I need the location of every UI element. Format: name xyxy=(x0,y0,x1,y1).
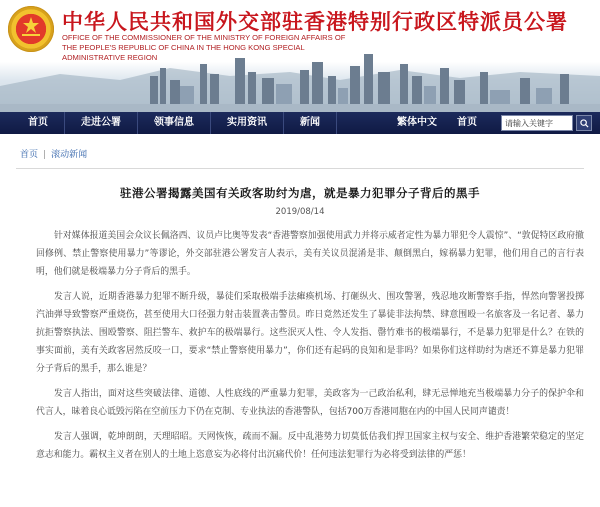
article-body xyxy=(36,227,584,464)
main-navigation xyxy=(0,112,600,134)
nav-item-practical-info[interactable]: 实用资讯 xyxy=(211,112,284,134)
site-title-english: OFFICE OF THE COMMISSIONER OF THE MINISTRY OF FOREIGN AFFAIRS OF THE PEOPLE'S REPUBLIC OF CHINA IN THE HONG KONG SPECIAL ADMINISTRATIVE REGION xyxy=(62,33,346,62)
breadcrumb xyxy=(16,142,584,169)
search-icon xyxy=(580,119,589,128)
breadcrumb-news-link[interactable]: 滚动新闻 xyxy=(51,150,88,160)
article-paragraph: 发言人说，近期香港暴力犯罪不断升级，暴徒们采取极端手法瘫痪机场、打砸纵火、围攻警署，残忍地攻断警察手指，悍然向警署投掷汽油弹导致警察严重烧伤，甚至使用大口径强力射击装置袭击警员。昨日竟然还发生了暴徒非法拘禁、肆意围殴一名旅客及一名记者、暴力抗拒警察执法、围殴警察、阻拦警车、救护车的极端暴行。这些泯灭人性、令人发指、罄竹难书的极端暴行，不是暴力犯罪是什么？在铁的事实面前，美有关政客居然反咬一口，要求“禁止警察使用暴力”，你们还有起码的良知和是非吗？如果你们这样助纣为虐还不算是暴力犯罪分子背后的黑手，那么谁是？ xyxy=(36,292,584,374)
hong-kong-skyline-image xyxy=(0,46,600,112)
nav-item-about[interactable]: 走进公署 xyxy=(65,112,138,134)
breadcrumb-separator: | xyxy=(43,150,47,160)
site-header xyxy=(0,0,600,112)
nav-item-news[interactable]: 新闻 xyxy=(284,112,337,134)
article-title: 驻港公署揭露美国有关政客助纣为虐，就是暴力犯罪分子背后的黑手 xyxy=(120,186,480,200)
search-input[interactable] xyxy=(501,115,573,131)
nav-item-home[interactable]: 首页 xyxy=(0,112,65,134)
nav-item-consular[interactable]: 领事信息 xyxy=(138,112,211,134)
article-date: 2019/08/14 xyxy=(275,207,325,217)
article-paragraph: 发言人指出，面对这些突破法律、道德、人性底线的严重暴力犯罪，美政客为一己政治私利，肆无忌惮地充当极端暴力分子的保护伞和代言人，昧着良心诋毁污陷在空前压力下仍在克制、专业执法的香港警队，包括700万香港同胞在内的中国人民同声谴责！ xyxy=(36,389,584,417)
breadcrumb-home-link[interactable]: 首页 xyxy=(20,150,39,160)
nav-right-tools xyxy=(387,112,592,134)
article-paragraph: 发言人强调，乾坤朗朗，天理昭昭。天网恢恢，疏而不漏。反中乱港势力切莫低估我们捍卫国家主权与安全、维护香港繁荣稳定的坚定意志和能力。霸权主义者在别人的土地上恣意妄为必将付出沉痛代价！任何违法犯罪行为必将受到法律的严惩！ xyxy=(36,432,584,460)
traditional-chinese-link[interactable]: 繁体中文 xyxy=(397,117,437,128)
home-link[interactable]: 首页 xyxy=(457,117,477,128)
search-button[interactable] xyxy=(576,115,592,131)
site-title-chinese: 中华人民共和国外交部驻香港特别行政区特派员公署 xyxy=(62,9,568,34)
article-paragraph: 针对媒体报道美国会众议长佩洛西、议员卢比奥等发表“香港警察加强使用武力并将示威者定性为暴力罪犯令人震惊”、“敦促特区政府撤回修例、禁止警察使用暴力”等谬论，外交部驻港公署发言人表示，美有关议员混淆是非、颠倒黑白，嫁祸暴力犯罪，他们用自己的言行表明，他们就是极端暴力分子背后的黑手。 xyxy=(36,231,584,277)
